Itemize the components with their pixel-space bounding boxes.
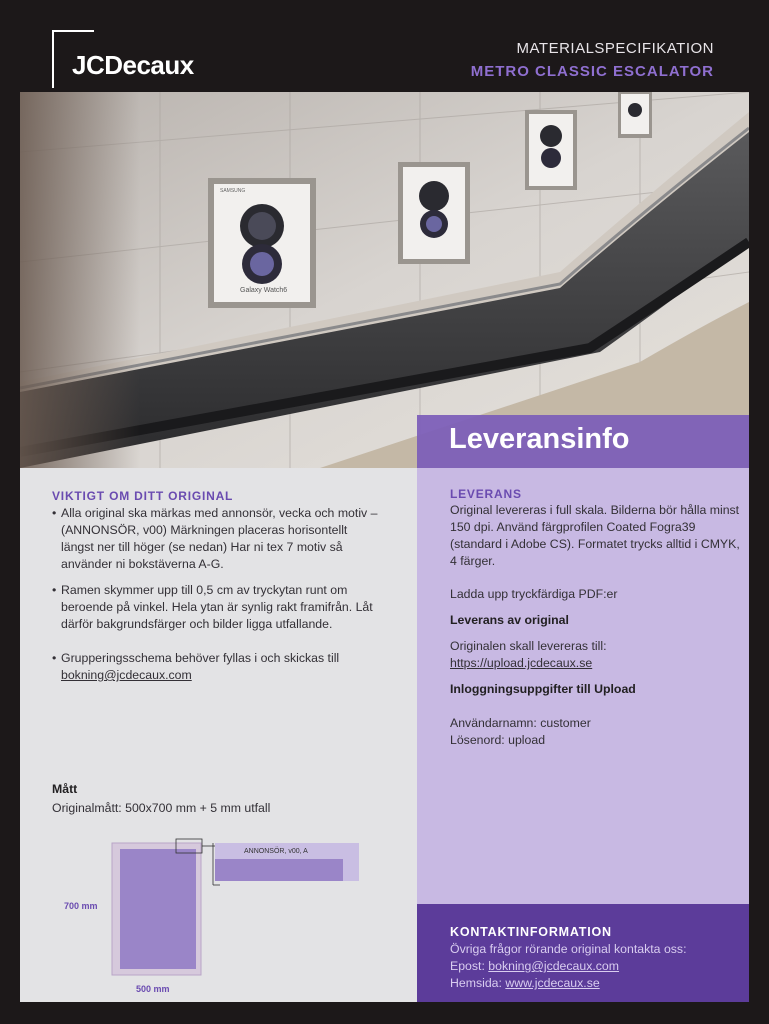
booking-email-link[interactable]: bokning@jcdecaux.com: [61, 668, 192, 682]
dimension-diagram: [60, 835, 370, 1005]
poster-4: [618, 92, 652, 138]
dimensions-heading: Mått: [52, 782, 78, 796]
web-label: Hemsida:: [450, 976, 506, 990]
brand-logo: JCDecaux: [72, 50, 194, 80]
bullet-text: [52, 650, 382, 684]
section-title: Leveransinfo: [449, 423, 630, 455]
bullet-dot: •: [52, 506, 57, 520]
upload-pdf-text: Ladda upp tryckfärdiga PDF:er: [450, 587, 618, 601]
bullet-item: [52, 505, 382, 573]
bullet-text: Alla original ska märkas med annonsör, vecka och motiv – (ANNONSÖR, v00) Märkningen placeras horisontellt längst ner till höger (se nedan) Har ni tex 7 motiv så använder ni bokstäverna A-G.: [61, 506, 378, 571]
dimensions-text: Originalmått: 500x700 mm + 5 mm utfall: [52, 801, 271, 815]
contact-web-line: [450, 976, 600, 990]
delivery-text: Original levereras i full skala. Bilderna bör hålla minst 150 dpi. Använd färgprofilen Coated Fogra39 (standard i Adobe CS). Formatet trycks alltid i CMYK, 4 färger.: [450, 503, 740, 568]
important-heading: VIKTIGT OM DITT ORIGINAL: [52, 489, 234, 503]
bullet-text: Ramen skymmer upp till 0,5 cm av tryckytan runt om beroende på vinkel. Hela ytan är synlig rakt framifrån. Låt därför bakgrundsfärger och bilder ligga utfallande.: [61, 583, 373, 631]
bullet-item: [52, 582, 382, 633]
label-tag-text: ANNONSÖR, v00, A: [244, 848, 308, 855]
email-label: Epost:: [450, 959, 489, 973]
contact-email-line: [450, 959, 619, 973]
contact-email-link[interactable]: bokning@jcdecaux.com: [488, 959, 620, 973]
poster-brand: SAMSUNG: [220, 188, 246, 194]
website-link[interactable]: www.jcdecaux.se: [505, 976, 600, 990]
poster-1: [208, 178, 316, 308]
contact-intro: Övriga frågor rörande original kontakta oss:: [450, 942, 687, 956]
doc-type-title: MATERIALSPECIFIKATION: [516, 40, 714, 57]
delivery-heading: LEVERANS: [450, 487, 522, 501]
label-zoom-print: [215, 859, 343, 881]
bullet3-text: Grupperingsschema behöver fyllas i och skickas till: [61, 651, 340, 665]
poster-2: [398, 162, 470, 264]
contact-heading: KONTAKTINFORMATION: [450, 925, 612, 939]
upload-link[interactable]: https://upload.jcdecaux.se: [450, 656, 593, 670]
header: [0, 0, 769, 92]
bullet-dot: •: [52, 583, 57, 597]
poster-print-area: [120, 849, 196, 969]
original-delivery-heading: Leverans av original: [450, 613, 569, 627]
login-heading: Inloggningsuppgifter till Upload: [450, 682, 636, 696]
password-text: Lösenord: upload: [450, 733, 546, 747]
header-titles: [471, 40, 714, 80]
poster-3: [525, 110, 577, 190]
height-label: 700 mm: [64, 901, 98, 911]
username-text: Användarnamn: customer: [450, 716, 591, 730]
poster-caption: Galaxy Watch6: [240, 287, 288, 294]
product-title: METRO CLASSIC ESCALATOR: [470, 63, 714, 80]
deliver-to-text: Originalen skall levereras till:: [450, 639, 607, 653]
bullet-dot: •: [52, 651, 57, 665]
escalator-photo: [20, 92, 749, 468]
bullet-item: [52, 650, 382, 684]
width-label: 500 mm: [136, 984, 170, 994]
